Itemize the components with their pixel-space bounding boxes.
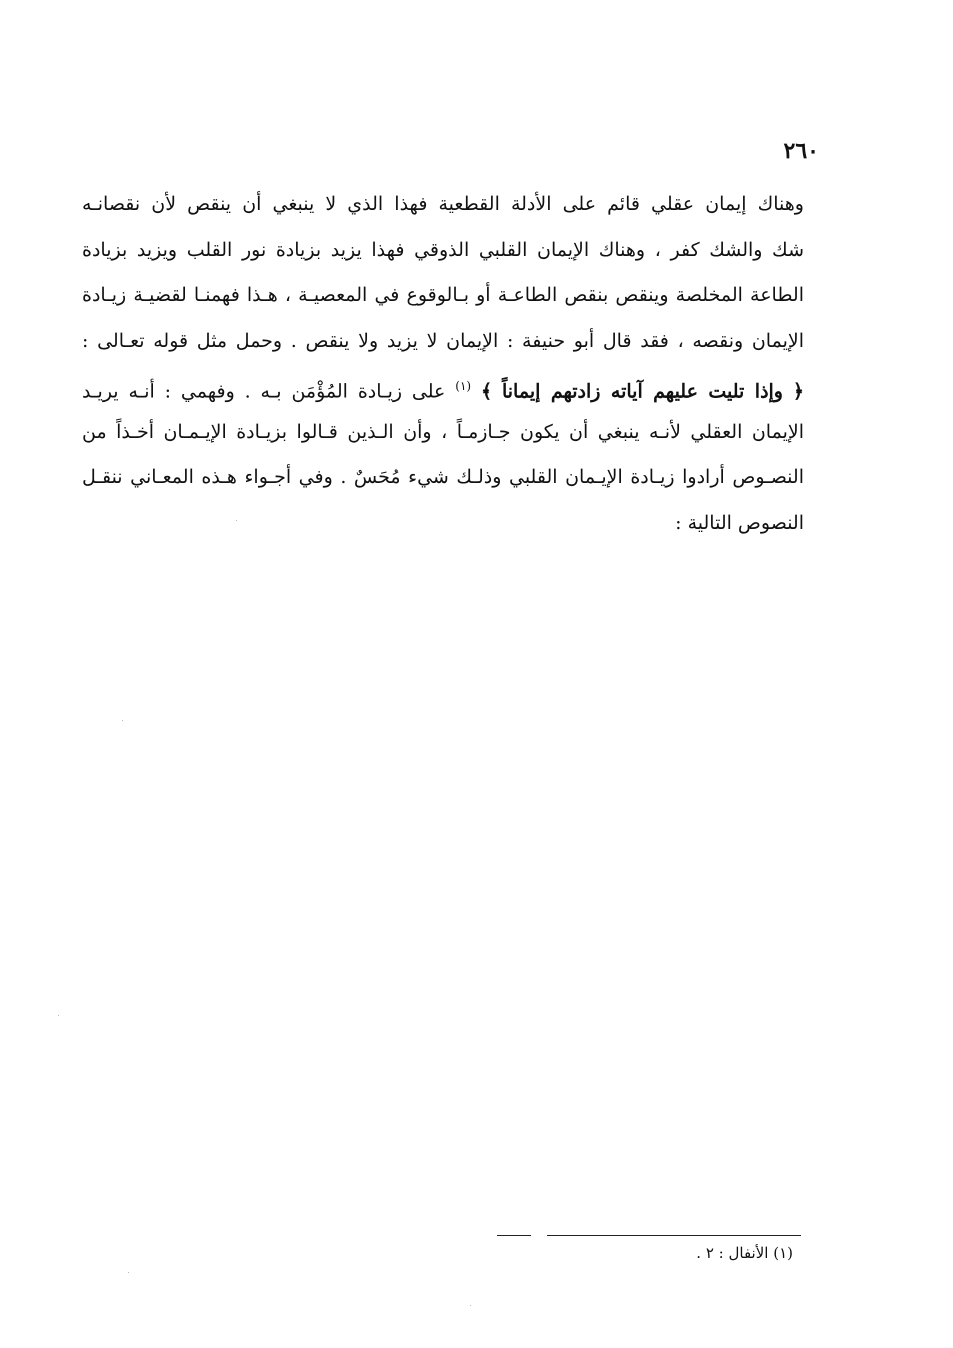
- text-line-2: شك والشك كفر ، وهناك الإيمان القلبي الذوقي فهذا يزيد بزيادة نور القلب ويزيد بزيادة: [82, 238, 804, 261]
- quran-open-bracket: ﴿: [792, 380, 804, 403]
- scan-speck: [122, 720, 123, 721]
- text-line-5-rest: على زيـادة المُؤْمَن بـه . وفهمي : أنـه يريـد: [82, 380, 446, 403]
- scan-speck: [236, 520, 237, 521]
- footnote-separator: [497, 1235, 801, 1236]
- text-line-1: وهناك إيمان عقلي قائم على الأدلة القطعية فهذا الذي لا ينبغي أن ينقص لأن نقصانـه: [82, 193, 804, 215]
- quran-close-bracket: ﴾: [480, 380, 493, 403]
- text-line-3: الطاعة المخلصة وينقص بنقص الطاعـة أو بـالوقوع في المعصيـة ، هـذا فهمنـا لقضيـة زيـادة: [82, 284, 804, 306]
- text-line-7: النصـوص أرادوا زيـادة الإيـمان القلبي وذلـك شيء مُحَسٌ . وفي أجـواء هـذه المعـاني ننقـل: [82, 466, 804, 488]
- text-line-6: الإيمان العقلي لأنـه ينبغي أن يكون جـازمـاً ، وأن الـذين قـالوا بزيـادة الإيـمـان أخـذاً من: [82, 420, 804, 443]
- main-paragraph: [82, 182, 804, 546]
- text-line-5: [82, 364, 804, 410]
- scan-speck: [128, 1272, 129, 1273]
- footnote: (١) الأنفال : ٢ .: [696, 1244, 793, 1262]
- footnote-reference: (١): [455, 379, 472, 393]
- scan-speck: [470, 1305, 471, 1306]
- text-line-4: الإيمان ونقصه ، فقد قال أبو حنيفة : الإيمان لا يزيد ولا ينقص . وحمل مثل قوله تعـالى :: [82, 329, 804, 352]
- scan-speck: [58, 1015, 59, 1016]
- text-line-8: النصوص التالية :: [675, 511, 804, 534]
- page-number: ٢٦٠: [783, 138, 819, 164]
- quran-verse: وإذا تليت عليهم آياته زادتهم إيماناً: [501, 380, 783, 403]
